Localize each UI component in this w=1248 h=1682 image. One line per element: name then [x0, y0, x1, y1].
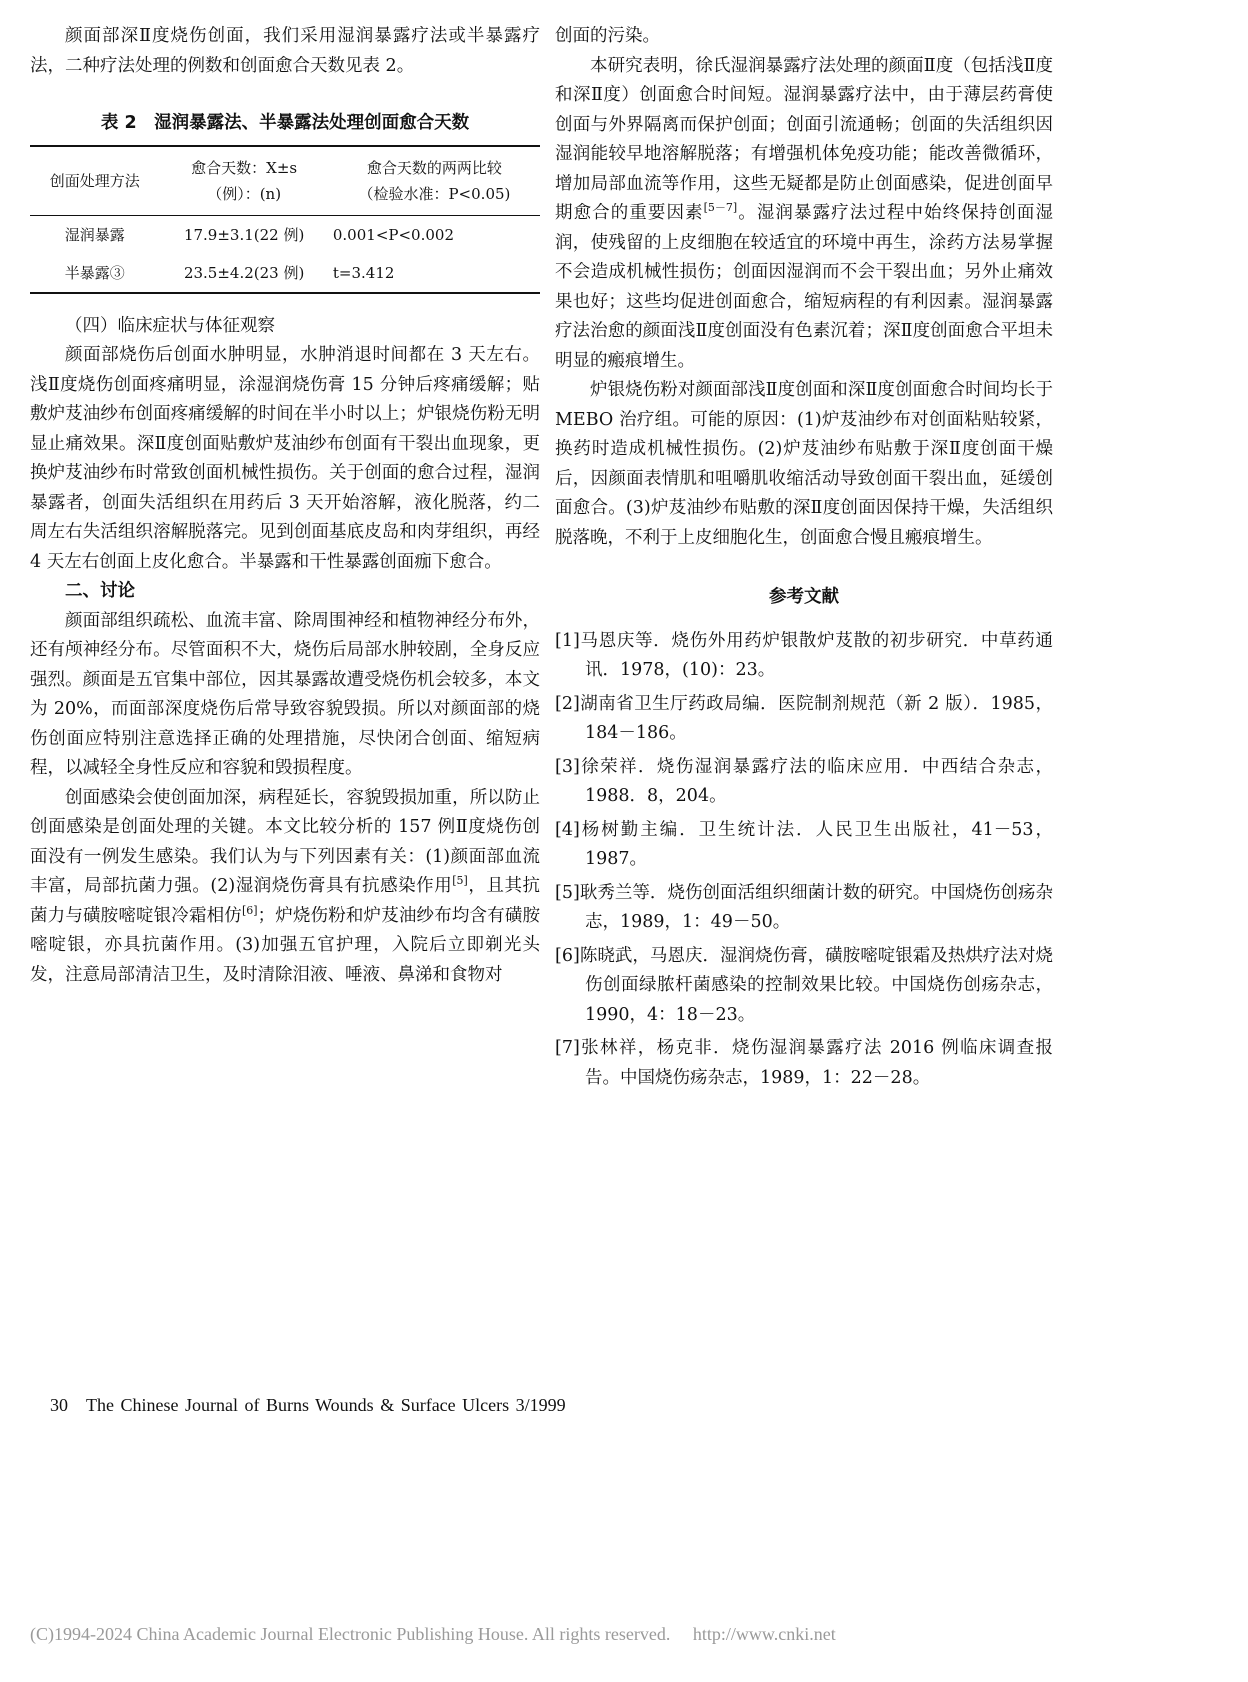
paragraph-comparison: 炉银烧伤粉对颜面部浅Ⅱ度创面和深Ⅱ度创面愈合时间均长于 MEBO 治疗组。可能的原因：(1)炉芨油纱布对创面粘贴较紧，换药时造成机械性损伤。(2)炉芨油纱布贴敷于深Ⅱ度创面干燥后，因颜面表情肌和咀嚼肌收缩活动导致创面干裂出血，延缓创面愈合。(3)炉芨油纱布贴敷的深Ⅱ度创面因保持干燥，失活组织脱落晚，不利于上皮细胞化生，创面愈合慢且瘢痕增生。: [555, 380, 1053, 548]
cell-days: 17.9±3.1(22 例): [183, 225, 305, 244]
section-2-title: 二、讨论: [65, 581, 135, 601]
reference-item: [4]杨树勤主编．卫生统计法．人民卫生出版社，41－53，1987。: [555, 819, 1053, 869]
section-4-title: （四）临床症状与体征观察: [65, 315, 275, 336]
page-footer: 30 The Chinese Journal of Burns Wounds & Surface Ulcers 3/1999: [50, 1395, 566, 1415]
right-column: [555, 22, 1053, 1097]
paragraph-continuation: 创面的污染。: [555, 26, 660, 46]
citation-5: [5]: [452, 874, 468, 888]
paragraph-intro: 颜面部深Ⅱ度烧伤创面，我们采用湿润暴露疗法或半暴露疗法，二种疗法处理的例数和创面愈合天数见表 2。: [30, 26, 540, 76]
reference-list: [555, 627, 1053, 1094]
copyright-watermark: (C)1994-2024 China Academic Journal Electronic Publishing House. All rights reserved. http://www.cnki.net: [30, 1624, 836, 1644]
cell-method: 半暴露③: [64, 263, 125, 282]
reference-item: [3]徐荣祥．烧伤湿润暴露疗法的临床应用．中西结合杂志，1988．8，204。: [555, 756, 1053, 806]
citation-6: [6]: [241, 903, 258, 917]
paragraph-symptoms: 颜面部烧伤后创面水肿明显，水肿消退时间都在 3 天左右。浅Ⅱ度烧伤创面疼痛明显，涂湿润烧伤膏 15 分钟后疼痛缓解；贴敷炉芨油纱布创面疼痛缓解的时间在半小时以上；炉银烧伤粉无明显止痛效果。深Ⅱ度创面贴敷炉芨油纱布创面有干裂出血现象，更换炉芨油纱布时常致创面机械性损伤。关于创面的愈合过程，湿润暴露者，创面失活组织在用药后 3 天开始溶解，液化脱落，约二周左右失活组织溶解脱落完。见到创面基底皮岛和肉芽组织，再经 4 天左右创面上皮化愈合。半暴露和干性暴露创面痂下愈合。: [30, 345, 540, 572]
cell-method: 湿润暴露: [64, 225, 125, 244]
paragraph-discussion: 颜面部组织疏松、血流丰富、除周围神经和植物神经分布外，还有颅神经分布。尽管面积不大，烧伤后局部水肿较剧，全身反应强烈。颜面是五官集中部位，因其暴露故遭受烧伤机会较多，本文为 20%，而面部深度烧伤后常导致容貌毁损。所以对颜面部的烧伤创面应特别注意选择正确的处理措施，尽快闭合创面、缩短病程，以减轻全身性反应和容貌和毁损程度。: [30, 610, 540, 778]
cell-compare: 0.001<P<0.002: [332, 225, 454, 244]
reference-item: [6]陈晓武，马恩庆．湿润烧伤膏，磺胺嘧啶银霜及热烘疗法对烧伤创面绿脓杆菌感染的控制效果比较。中国烧伤创疡杂志，1990，4：18－23。: [555, 945, 1053, 1025]
citation-5-7: [5－7]: [703, 201, 738, 215]
table-row: [30, 215, 540, 254]
table-2: [30, 109, 540, 294]
references-title: 参考文献: [769, 587, 839, 607]
cell-compare: t=3.412: [332, 263, 395, 282]
reference-item: [1]马恩庆等．烧伤外用药炉银散炉芨散的初步研究．中草药通讯．1978，(10)：23。: [555, 630, 1053, 680]
cell-days: 23.5±4.2(23 例): [183, 263, 305, 282]
header-method: 创面处理方法: [30, 146, 159, 216]
reference-item: [5]耿秀兰等．烧伤创面活组织细菌计数的研究。中国烧伤创疡杂志，1989，1：49－50。: [555, 882, 1053, 932]
reference-item: [7]张林祥，杨克非．烧伤湿润暴露疗法 2016 例临床调查报告。中国烧伤疡杂志，1989，1：22－28。: [555, 1038, 1053, 1088]
table-row: [30, 254, 540, 293]
reference-item: [2]湖南省卫生厅药政局编．医院制剂规范（新 2 版）．1985，184－186。: [555, 693, 1053, 743]
header-compare: 愈合天数的两两比较 （检验水准：P<0.05): [329, 146, 540, 216]
healing-days-table: [30, 145, 540, 294]
table-caption: 表 2 湿润暴露法、半暴露法处理创面愈合天数: [100, 113, 470, 133]
paragraph-study-results: 本研究表明，徐氏湿润暴露疗法处理的颜面Ⅱ度（包括浅Ⅱ度和深Ⅱ度）创面愈合时间短。湿润暴露疗法中，由于薄层药膏使创面与外界隔离而保护创面；创面引流通畅；创面的失活组织因湿润能较早地溶解脱落；有增强机体免疫功能；能改善微循环，增加局部血流等作用，这些无疑都是防止创面感染，促进创面早期愈合的重要因素[5－7]。湿润暴露疗法过程中始终保持创面湿润，使残留的上皮细胞在较适宜的环境中再生，涂药方法易掌握不会造成机械性损伤；创面因湿润而不会干裂出血；另外止痛效果也好；这些均促进创面愈合，缩短病程的有利因素。湿润暴露疗法治愈的颜面浅Ⅱ度创面没有色素沉着；深Ⅱ度创面愈合平坦未明显的瘢痕增生。: [555, 55, 1053, 371]
paragraph-infection: 创面感染会使创面加深，病程延长，容貌毁损加重，所以防止创面感染是创面处理的关键。本文比较分析的 157 例Ⅱ度烧伤创面没有一例发生感染。我们认为与下列因素有关：(1)颜面部血流丰富，局部抗菌力强。(2)湿润烧伤膏具有抗感染作用[5]，且其抗菌力与磺胺嘧啶银冷霜相仿[6]；炉烧伤粉和炉芨油纱布均含有磺胺嘧啶银，亦具抗菌作用。(3)加强五官护理，入院后立即剃光头发，注意局部清洁卫生，及时清除泪液、唾液、鼻涕和食物对: [30, 787, 541, 985]
header-days: 愈合天数：X±s （例）：(n): [159, 146, 328, 216]
table-header-row: [30, 146, 540, 216]
left-column: [30, 22, 540, 990]
